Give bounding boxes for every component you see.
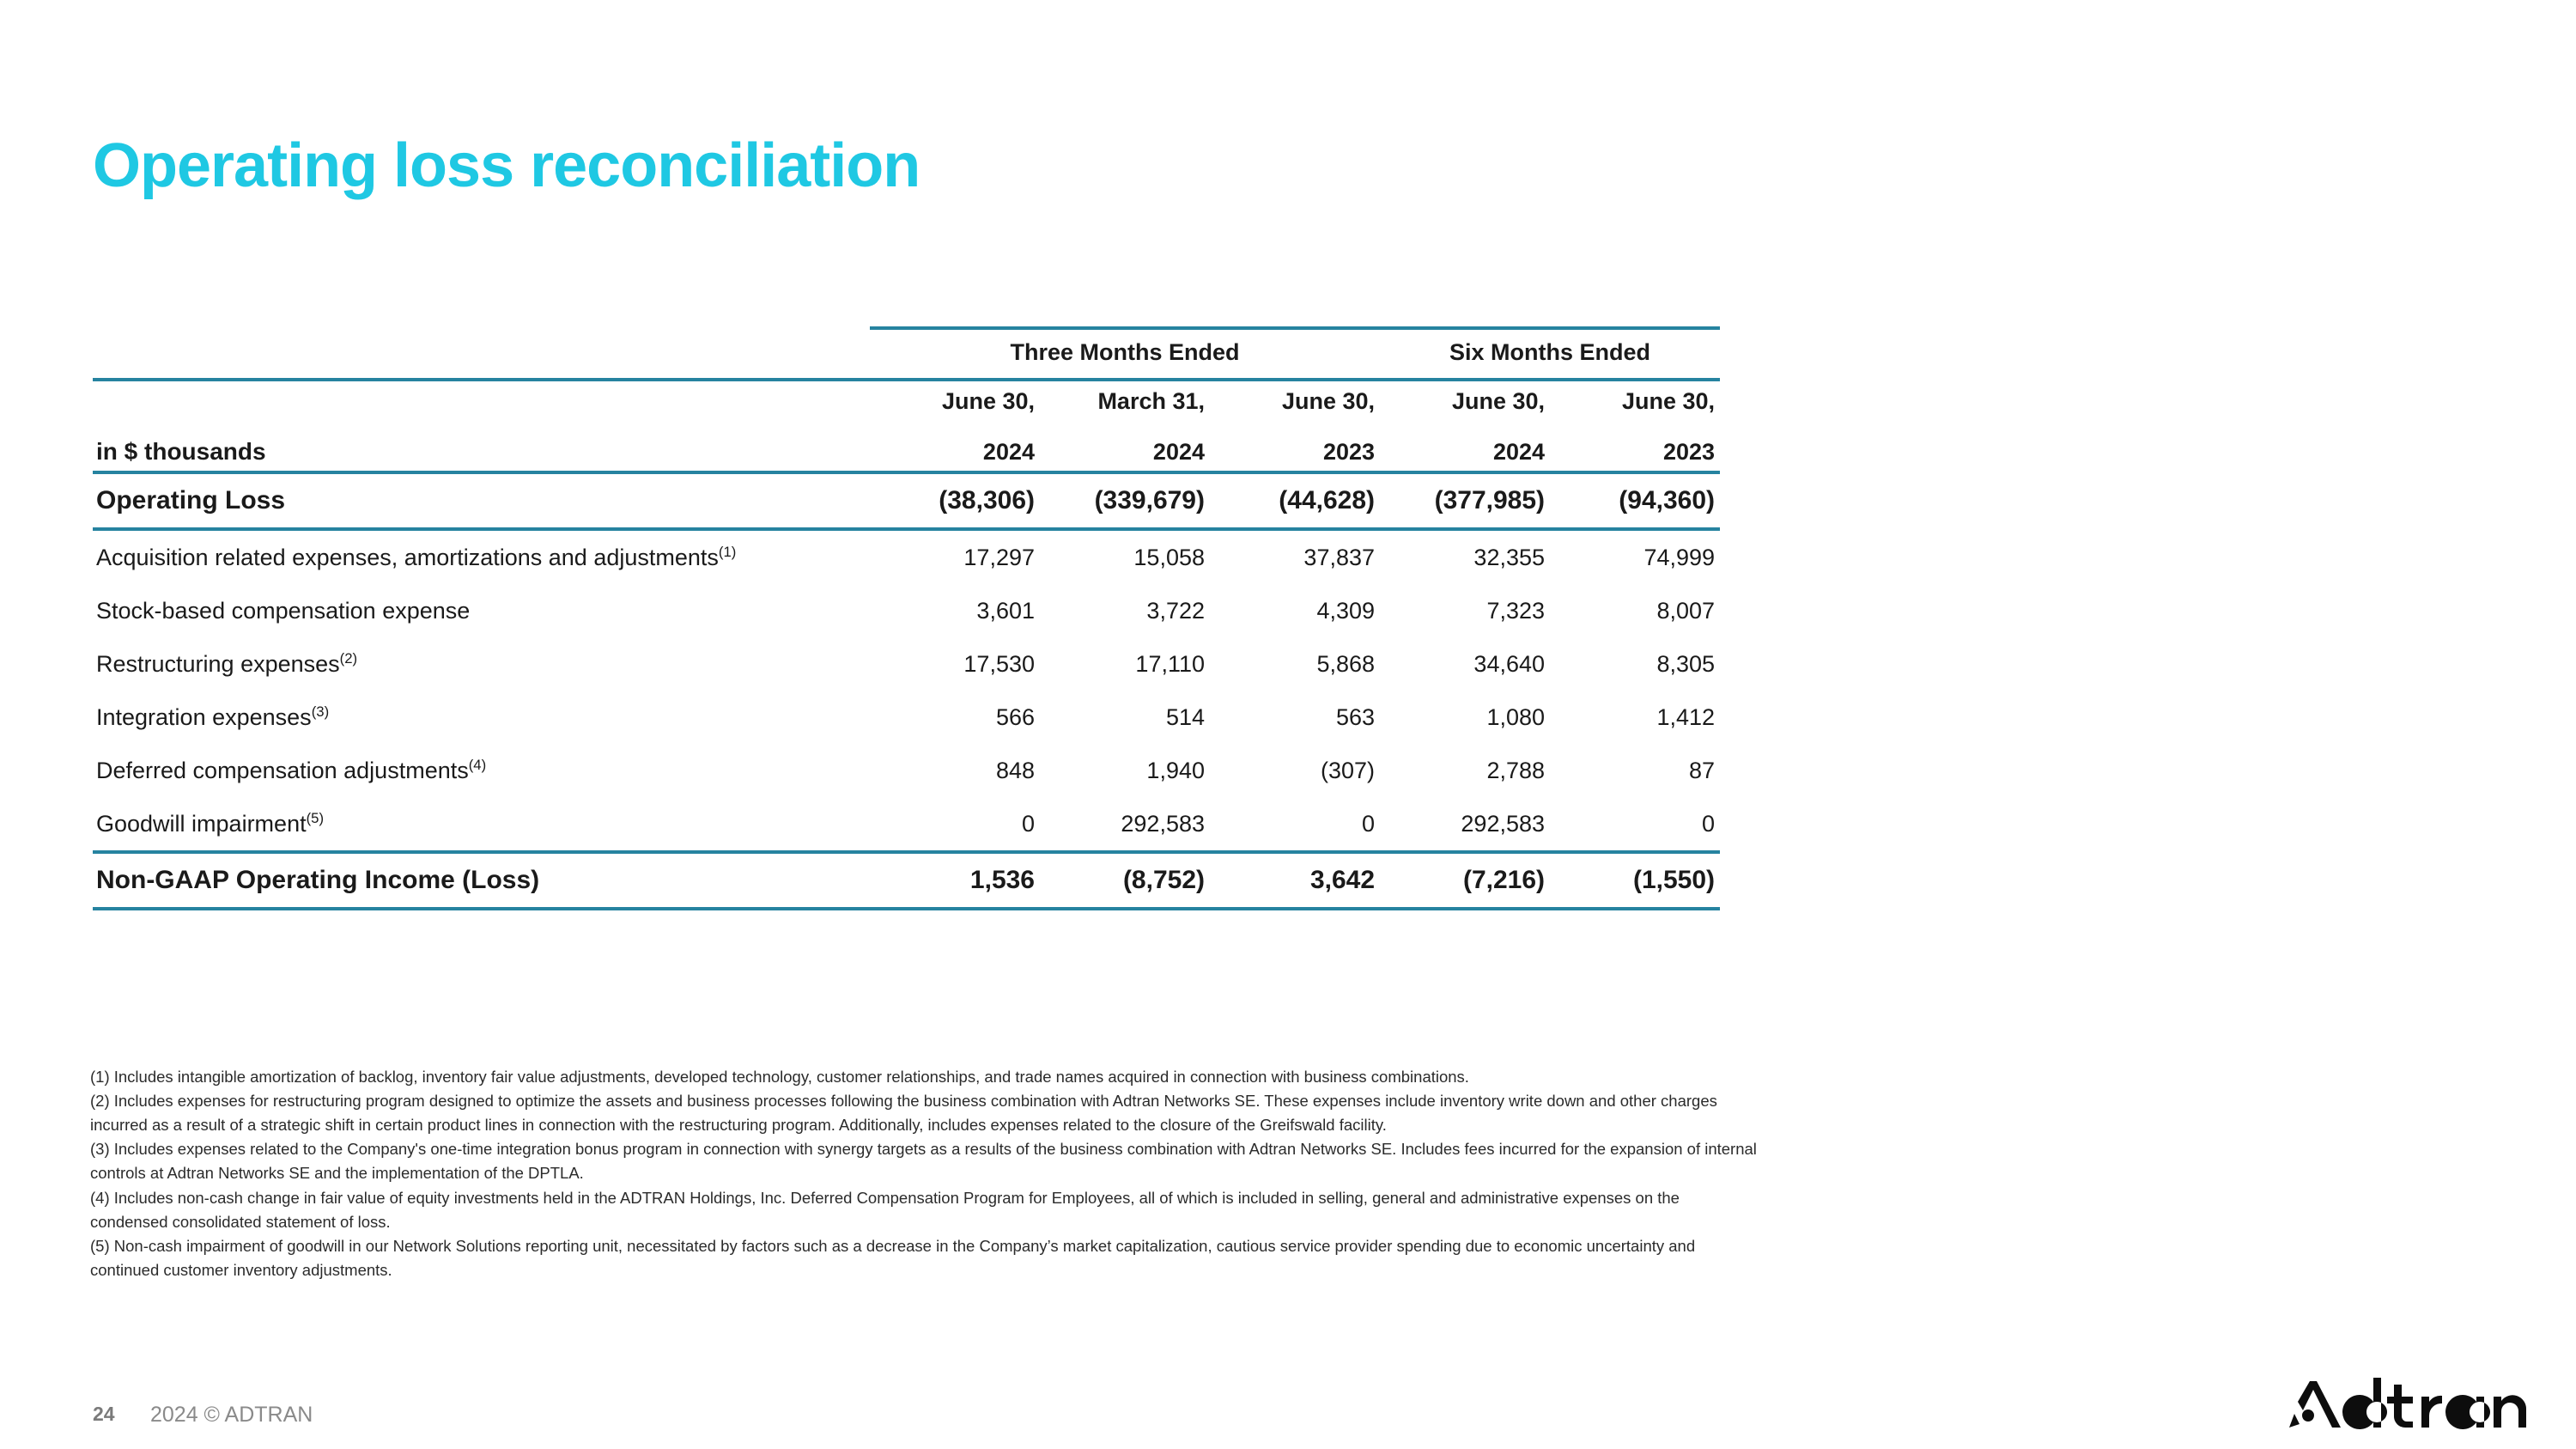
row-value: 1,940 (1146, 757, 1205, 783)
footnote-1: (1) Includes intangible amortization of backlog, inventory fair value adjustments, developed technology, customer relationships, and trade names acquired in connection with business combinations. (90, 1068, 1469, 1086)
group-header-three-months: Three Months Ended (870, 328, 1380, 380)
table-row (93, 744, 1720, 797)
row-value: 2,788 (1486, 757, 1546, 783)
table-row (93, 529, 1720, 584)
row-value: (38,306) (870, 472, 1040, 529)
row-value: 292,583 (1380, 797, 1550, 852)
row-value: 563 (1335, 703, 1376, 730)
footnote-marker: (4) (468, 756, 487, 773)
row-value: 15,058 (1133, 544, 1205, 570)
row-value: (7,216) (1380, 852, 1550, 909)
date-header-spacer (93, 380, 870, 421)
table-row (93, 584, 1720, 637)
row-value: (377,985) (1380, 472, 1550, 529)
row-value: 0 (1210, 797, 1380, 852)
row-label (93, 529, 870, 584)
row-label (93, 637, 870, 691)
group-header-spacer (93, 328, 870, 380)
adtran-logo-icon (2277, 1373, 2535, 1434)
table-head (93, 328, 1720, 472)
row-value: 32,355 (1473, 544, 1546, 570)
row-value: 8,305 (1656, 650, 1716, 677)
year-header-col-4: 2024 (1380, 421, 1550, 472)
row-value: 3,722 (1146, 597, 1205, 624)
row-value: 1,536 (870, 852, 1040, 909)
row-value: 1,412 (1656, 703, 1716, 730)
row-value: (8,752) (1040, 852, 1210, 909)
row-value: 17,110 (1135, 650, 1205, 677)
row-label (93, 472, 870, 529)
page-title: Operating loss reconciliation (93, 131, 920, 200)
row-value: 1,080 (1486, 703, 1546, 730)
units-label: in $ thousands (93, 421, 870, 472)
footnote-4: (4) Includes non-cash change in fair value of equity investments held in the ADTRAN Holdings, Inc. Deferred Compensation Program for Employees, all of which is included in selling, general and administrative expenses on the condensed consolidated statement of loss. (90, 1188, 1680, 1231)
date-header-col-1: June 30, (870, 380, 1040, 421)
adtran-logo (2277, 1373, 2535, 1434)
table-row (93, 797, 1720, 852)
year-header-col-1: 2024 (870, 421, 1040, 472)
operating-loss-reconciliation-table (93, 326, 1720, 910)
table-row (93, 691, 1720, 744)
row-value: 7,323 (1486, 597, 1546, 624)
footnote-2: (2) Includes expenses for restructuring program designed to optimize the assets and business processes following the business combination with Adtran Networks SE. These expenses include inventory write down and other charges incurred as a result of a strategic shift in certain product lines in connection with the restructuring program. Additionally, includes expenses related to the closure of the Greifswald facility. (90, 1092, 1717, 1135)
row-value: 848 (995, 757, 1035, 783)
row-value: 5,868 (1316, 650, 1376, 677)
footnote-marker: (1) (718, 543, 737, 560)
row-value: 292,583 (1040, 797, 1210, 852)
row-value: (94,360) (1550, 472, 1720, 529)
footnote-marker: (3) (311, 703, 330, 720)
table-row (93, 472, 1720, 529)
row-value: 34,640 (1473, 650, 1546, 677)
row-label-text: Deferred compensation adjustments (96, 757, 469, 783)
row-value: 566 (995, 703, 1035, 730)
row-value: (339,679) (1040, 472, 1210, 529)
row-value: 37,837 (1303, 544, 1376, 570)
row-label (93, 852, 870, 909)
year-header-col-3: 2023 (1210, 421, 1380, 472)
row-label (93, 797, 870, 852)
year-header-col-5: 2023 (1550, 421, 1720, 472)
table-row (93, 852, 1720, 909)
row-label-text: Non-GAAP Operating Income (Loss) (96, 866, 540, 894)
copyright-notice: 2024 © ADTRAN (150, 1403, 313, 1427)
footnote-marker: (2) (339, 649, 358, 667)
row-label-text: Restructuring expenses (96, 650, 340, 677)
year-header-col-2: 2024 (1040, 421, 1210, 472)
row-label-text: Integration expenses (96, 703, 312, 730)
row-label-text: Acquisition related expenses, amortizations and adjustments (96, 544, 719, 570)
row-label (93, 584, 870, 637)
row-value: 17,297 (963, 544, 1035, 570)
row-label-text: Operating Loss (96, 486, 286, 514)
date-header-col-2: March 31, (1040, 380, 1210, 421)
row-value: 3,642 (1210, 852, 1380, 909)
table-row (93, 637, 1720, 691)
row-value: 3,601 (976, 597, 1035, 624)
footnote-marker: (5) (306, 809, 325, 826)
row-value: 0 (870, 797, 1040, 852)
row-value: (44,628) (1210, 472, 1380, 529)
table-group-header-row (93, 328, 1720, 380)
reconciliation-table-container (93, 326, 1720, 910)
table-year-header-row (93, 421, 1720, 472)
row-value: 8,007 (1656, 597, 1716, 624)
date-header-col-5: June 30, (1550, 380, 1720, 421)
date-header-col-3: June 30, (1210, 380, 1380, 421)
date-header-col-4: June 30, (1380, 380, 1550, 421)
row-value: 0 (1550, 797, 1720, 852)
row-value: 4,309 (1316, 597, 1376, 624)
table-date-header-row (93, 380, 1720, 421)
row-label (93, 691, 870, 744)
footnote-5: (5) Non-cash impairment of goodwill in our Network Solutions reporting unit, necessitated by factors such as a decrease in the Company’s market capitalization, cautious service provider spending due to economic uncertainty and continued customer inventory adjustments. (90, 1236, 1696, 1279)
row-label-text: Stock-based compensation expense (96, 597, 471, 624)
table-body (93, 472, 1720, 909)
row-value: 74,999 (1643, 544, 1716, 570)
page-number: 24 (93, 1403, 115, 1425)
row-label (93, 744, 870, 797)
footnotes-block (90, 1065, 1760, 1282)
row-value: 17,530 (963, 650, 1035, 677)
row-value: (1,550) (1550, 852, 1720, 909)
row-value: 514 (1165, 703, 1205, 730)
row-value: 87 (1688, 757, 1716, 783)
footnote-3: (3) Includes expenses related to the Company's one-time integration bonus program in connection with synergy targets as a results of the business combination with Adtran Networks SE. Includes fees incurred for the expansion of internal controls at Adtran Networks SE and the implementation of the DPTLA. (90, 1140, 1757, 1183)
group-header-six-months: Six Months Ended (1380, 328, 1720, 380)
row-label-text: Goodwill impairment (96, 810, 307, 837)
row-value: (307) (1320, 757, 1376, 783)
